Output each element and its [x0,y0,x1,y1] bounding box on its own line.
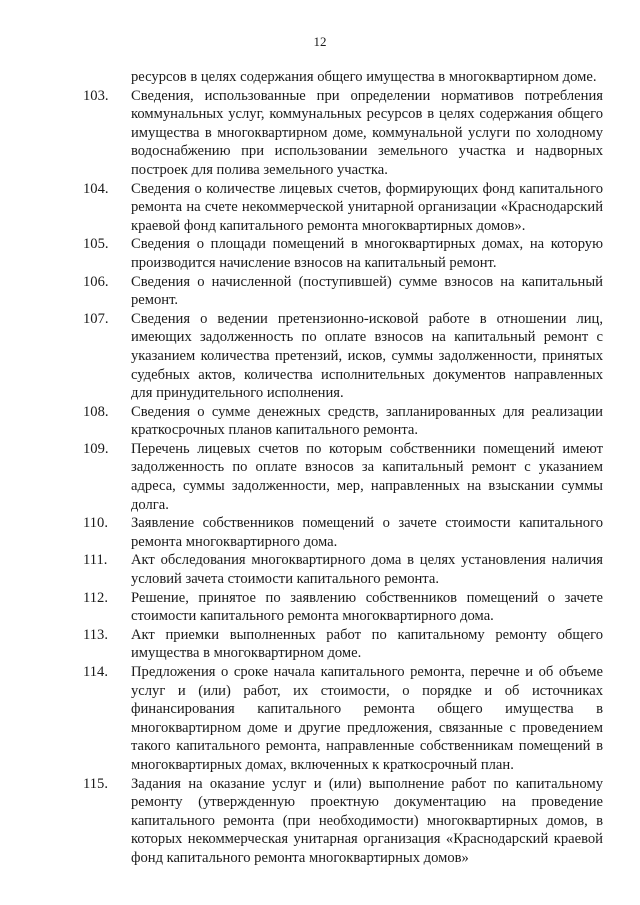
item-number: 106. [83,273,109,290]
item-number: 107. [83,310,109,327]
item-number: 112. [83,589,108,606]
list-item [83,551,603,588]
item-number: 105. [83,236,109,253]
item-text: Сведения о площади помещений в многоквартирных домах, на которую производится начисление взносов на капитальный ремонт. [131,236,603,271]
item-text: Акт обследования многоквартирного дома в целях установления наличия условий зачета стоимости капитального ремонта. [131,552,603,588]
item-text: Акт приемки выполненных работ по капитальному ремонту общего имущества в многоквартирном доме. [131,626,603,662]
list-item [83,440,603,514]
item-number: 115. [83,775,108,792]
item-text: Сведения, использованные при определении нормативов потребления коммунальных услуг, коммунальных ресурсов в целях содержания общего имущества в многоквартирном доме, коммунальной услуги по холодному водоснабжению при использовании земельного участка и надворных построек для полива земельного участка. [131,87,603,178]
item-text: Задания на оказание услуг и (или) выполнение работ по капитальному ремонту (утвержденную проектную документацию на проведение капитального ремонта (при необходимости) многоквартирных домов, в которых некоммерческая унитарная организация «Краснодарский краевой фонд капитального ремонта многоквартирных домов» [131,775,603,866]
item-number: 111. [83,552,108,569]
item-number: 108. [83,403,109,420]
item-number: 110. [83,515,108,532]
item-number: 104. [83,180,109,197]
list-item [83,87,603,180]
list-item [83,663,603,775]
list-item [83,310,603,403]
item-number: 109. [83,440,109,457]
item-number: 113. [83,626,108,643]
list-item [83,589,603,626]
list-item [83,273,603,310]
document-body [83,68,603,868]
list-item [83,180,603,236]
item-text: Сведения о начисленной (поступившей) сумме взносов на капитальный ремонт. [131,273,603,309]
continuation-paragraph [83,68,603,87]
list-item [83,235,603,272]
list-item [83,626,603,663]
item-text: Решение, принятое по заявлению собственников помещений о зачете стоимости капитального ремонта многоквартирного дома. [131,589,603,625]
page-number: 12 [313,34,327,49]
item-number: 114. [83,664,108,680]
item-text: Сведения о ведении претензионно-исковой работе в отношении лиц, имеющих задолженность по оплате взносов на капитальный ремонт с указанием количества претензий, исков, суммы задолженности, принятых судебных актов, количества исполнительных документов направленных для принудительного исполнения. [131,310,603,402]
item-text: Сведения о количестве лицевых счетов, формирующих фонд капитального ремонта на счете некоммерческой унитарной организации «Краснодарский краевой фонд капитального ремонта многоквартирных домов». [131,180,603,234]
list-item [83,775,603,868]
item-text: Заявление собственников помещений о зачете стоимости капитального ремонта многоквартирного дома. [131,515,603,550]
list-item [83,514,603,551]
list-item [83,403,603,440]
item-text: Перечень лицевых счетов по которым собственники помещений имеют задолженность по оплате взносов за капитальный ремонт с указанием адреса, суммы задолженности, мер, направленных на взыскании суммы долга. [131,440,603,513]
item-text: Предложения о сроке начала капитального ремонта, перечне и об объеме услуг и (или) работ, их стоимости, о порядке и об источниках финансирования капитального ремонта общего имущества в многоквартирном доме и другие предложения, связанные с проведением такого капитального ремонта, направленные собственникам помещений в многоквартирных домах, включенных к краткосрочный план. [131,664,603,773]
item-text: Сведения о сумме денежных средств, запланированных для реализации краткосрочных планов капитального ремонта. [131,403,603,439]
item-number: 103. [83,87,109,104]
paragraph-text: ресурсов в целях содержания общего имущества в многоквартирном доме. [131,69,597,85]
